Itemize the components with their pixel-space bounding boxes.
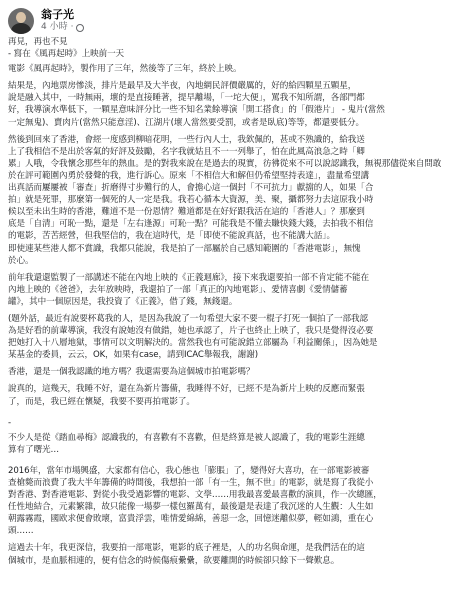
post-text-line: 了，而是，我已經在懷疑，我要不要再拍電影了。	[8, 396, 195, 407]
post-paragraph	[8, 366, 468, 378]
post-text-line: 拍」就是死罪，那麼第一個死的人一定是我。我若心循本大資源，美、聚，攝都努力去這原我小時	[8, 195, 374, 206]
post-time[interactable]: 4 小時	[41, 22, 68, 32]
avatar[interactable]	[8, 8, 34, 34]
post-text-line: 個城市，是血脈相連的，便有信念的時候傷痕纍纍，欲要離開的時候卻只餘下一聲歎息。	[8, 555, 340, 566]
post-paragraph	[8, 63, 468, 75]
time-separator: ·	[70, 22, 74, 32]
post-text-line: 累」人哦，令我懷念那些年的熱血。是的對我來說在是過去的現實，彷彿從來不可以說認識我，無視那儘從來自問敢	[8, 158, 442, 169]
post-text-line: 把她打入十八層地獄，事情可以文明解決的。當然我也有可能說錯立部屬為「利益關係」，因為她是	[8, 338, 378, 349]
post-text-line: 朝露霧霞，國欧求便會敗壞，富貴浮雲，唯情愛綿綿，善惡一念，回憶迷離似夢，輕如鴻，重在心	[8, 514, 374, 525]
post-text-line: 於在評可範圍內勇於發聲的我，進行訴心。原來「不相信大和解但仍希望堅持表達」，盡量希望講	[8, 170, 369, 181]
post-text-line: 上了我相信不是出於客氣的好評及鼓勵，名字我就姑且不一一列舉了，怕在此風高浪急之時「卿	[8, 146, 365, 157]
post-text-line: 算有了曙光…	[8, 444, 59, 455]
post-text-line: 查槍斃而浪費了我大半年籌備的時間後，我想拍一部「有一生，無不世」的電影，就是寫了我從小	[8, 478, 374, 488]
post-text-line: 即使連某些港人都不賞識，我都只能說，我是拍了一部屬於自己感知範圍的「香港電影」，無愧	[8, 243, 361, 254]
post-paragraph	[8, 272, 468, 308]
post-paragraph	[8, 80, 468, 128]
post-text-line: 內地上映的《爸爸》，去年放映時，我還拍了一部「真正的內地電影」、愛情喜劇《愛情儲蓄	[8, 284, 348, 295]
post-subline	[41, 21, 84, 34]
post-paragraph	[8, 383, 468, 407]
post-text-line: 底是「自清」可恥一點，還是「左右逢源」可恥一點？可能我是不懂去賺快錢大錢，去拍我不相信	[8, 219, 374, 230]
post-text-line: 任性地結合，元素繁雜，故只能像一場夢一樣包羅萬有，最後還是表達了我沉迷的人生觀：人生如	[8, 502, 374, 513]
post-text-line: 說真的，這幾天，我睡不好，還在為新片籌備，我睡得不好，已經不是為新片上映的反應而緊張	[8, 384, 365, 395]
post-paragraph	[8, 313, 468, 361]
globe-icon	[76, 24, 84, 32]
post-text-line: 的電影，苦苦經營，但我堅信的，我在這時代，是「即使不能說真話，也不能講大話」。	[8, 231, 335, 242]
post-text-line: 然後到回來了香港，會經一度感到柳暗花明，一些行內人士，我欽佩的，甚或不熟識的，給我送	[8, 134, 365, 145]
post-paragraph	[8, 465, 468, 538]
post-text-line: 為是好看的前輩導演，我沒有說她沒有做錯，她也承認了，片子也終止上映了，我只是覺得沒必要	[8, 326, 374, 337]
post-text-line: 一定無鬼)、賣肉片(當然只能意淫)、江湖片(壞人當然要受罰，或者是臥底)等等，都還要低分。	[8, 117, 365, 128]
post-paragraph	[8, 542, 468, 566]
paragraph-gap	[8, 456, 468, 465]
post-text-line: 結果是，內地票房慘淡，排片是最早及大半夜，內地網民評價嚴厲的，好的給四顆星五顆星，	[8, 81, 357, 92]
post-text-line: 這過去十年，我更深信，我要拍一部電影，電影的底子裡是，人的功名與命運，是我們活在的這	[8, 543, 365, 554]
post-text-line: (題外話，最近有說要杯葛我的人，是因為我說了一句希望大家不要一棍子打死一個拍了一部我認	[8, 313, 368, 324]
post-text-line: 於心。	[8, 255, 34, 266]
post-text-line: 好，我導演水準低下，一顆星意味評分比一些不知名業餘導演「開工搭食」的「假港片」 - 鬼片(當然	[8, 105, 385, 116]
post-text-line: 頭……	[8, 526, 34, 537]
post-text-line: 再見，再也不見	[8, 37, 68, 47]
post-text-line: 不少人是從《踏血尋梅》認識我的，有喜歡有不喜歡，但是終算是被人認識了，我的電影生涯總	[8, 432, 365, 443]
post-text-line: 出真話而屢屢被「審查」折磨得寸步難行的人，會擔心這一個封「不可抗力」獻擋的人，如果「合	[8, 183, 374, 194]
post-text-line: 前年我還還監製了一部講述不能在內地上映的《正義迴廊》，接下來我還要拍一部不肯定能不能在	[8, 272, 369, 283]
post-meta	[41, 8, 84, 34]
post-text-line: 香港，還是一個我認識的地方嗎？我還需要為這個城市拍電影嗎？	[8, 367, 255, 378]
post-text-line: 電影《風再起時》，製作用了三年，然後等了三年，終於上映。	[8, 64, 242, 75]
post-paragraph	[8, 417, 468, 429]
post-text-line: -	[8, 417, 12, 428]
post-text-line: 說是融入其中，一時無兩，壞的是直接睡著，提早離場，「一坨大便」，罵我不知所謂，各部門都	[8, 93, 365, 104]
avatar-head-shape	[16, 12, 26, 23]
post-text-line: - 寫在《風再起時》上映前一天	[8, 49, 125, 60]
post-text-line: 候以至未出生時的香港，難道不是一份恩情？難道都是在好好跟我活在這的「香港人」？那麼到	[8, 207, 365, 218]
post-paragraph	[8, 432, 468, 456]
post-text-line: 某基金的委員，云云，OK，如果有case，請到ICAC舉報我，謝謝)	[8, 350, 259, 361]
post-header	[8, 6, 468, 36]
post-paragraph	[8, 36, 468, 60]
post-body	[8, 36, 468, 567]
post-paragraph	[8, 134, 468, 267]
post-text-line: 對香港、對香港電影、對從小我受過影響的電影、文學……用我最喜愛最喜歡的演員，作一次總匯，	[8, 490, 382, 501]
avatar-body-shape	[11, 23, 31, 34]
paragraph-gap	[8, 408, 468, 417]
author-name[interactable]: 翁子光	[41, 8, 74, 21]
post-text-line: 罐》，其中一個原因是，我投資了《正義》，借了錢，無錢還。	[8, 296, 238, 307]
post-text-line: 2016年，當年市場興盛，大家都有信心，我心態也「膨脹」了，變得好大喜功，在一部電影被審	[8, 465, 370, 476]
